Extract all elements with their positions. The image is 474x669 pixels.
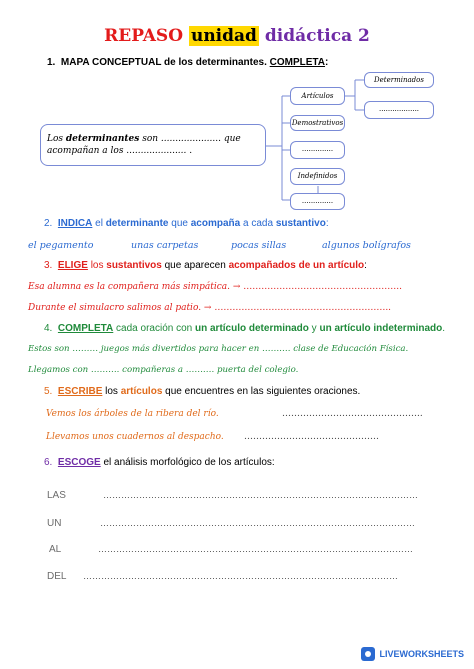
concept-main-line1	[47, 133, 259, 145]
q2-bold1: determinante	[105, 218, 169, 229]
q3-text2: que aparecen	[161, 260, 229, 271]
q3-number: 3.	[44, 260, 53, 271]
q2-bold2: acompaña	[190, 218, 241, 229]
q5-line-2: Llevamos unos cuadernos al despacho.	[46, 432, 224, 442]
liveworksheets-logo	[361, 647, 464, 661]
q6-answer-del[interactable]: ……………………………………………………………………………………………	[83, 571, 398, 581]
q6-word-un: UN	[47, 518, 62, 529]
q5-number: 5.	[44, 386, 53, 397]
q4-bold2: un artículo indeterminado	[319, 323, 443, 334]
concept-main-line2: acompañan a los ..................... .	[47, 146, 193, 156]
q4-text1: cada oración con	[113, 323, 195, 334]
q2-heading	[44, 218, 329, 230]
q5-action: ESCRIBE	[57, 386, 103, 397]
title-didactica: didáctica 2	[264, 26, 370, 46]
main-line1-pre: Los	[47, 134, 66, 144]
box-demostrativos: Demostrativos	[290, 115, 345, 131]
q5-answer-2[interactable]: ………………………………………	[244, 432, 379, 442]
main-line1-post: son ..................... que	[139, 134, 241, 144]
liveworksheets-logo-icon	[361, 647, 375, 661]
q6-action: ESCOGE	[57, 457, 101, 468]
q5-heading	[44, 386, 360, 398]
q6-answer-un[interactable]: ……………………………………………………………………………………………	[100, 518, 415, 528]
title-unidad: unidad	[190, 26, 257, 46]
q6-word-las: LAS	[47, 490, 66, 501]
box-indefinidos: Indefinidos	[290, 168, 345, 185]
q1-action: COMPLETA	[269, 57, 326, 68]
q4-line-1[interactable]: Estos son ……… juegos más divertidos para hacer en ………. clase de Educación Física.	[28, 344, 409, 354]
title-repaso: REPASO	[104, 26, 184, 46]
q3-action: ELIGE	[57, 260, 88, 271]
box-blank[interactable]: ..............	[290, 141, 345, 159]
q1-number: 1.	[47, 57, 56, 68]
liveworksheets-logo-text: LIVEWORKSHEETS	[379, 649, 464, 659]
q4-text2: y	[308, 323, 320, 334]
q3-heading	[44, 260, 367, 272]
q4-period: .	[442, 323, 446, 334]
q2-item-2[interactable]: unas carpetas	[131, 240, 199, 251]
q5-line-1: Vemos los árboles de la ribera del río.	[46, 409, 219, 419]
q6-text1: el análisis morfológico de los artículos:	[100, 457, 275, 468]
q2-item-3[interactable]: pocas sillas	[231, 240, 287, 251]
q1-colon: :	[325, 57, 329, 68]
q3-text1: los	[87, 260, 107, 271]
q6-word-al: AL	[49, 544, 62, 555]
q4-heading	[44, 323, 445, 335]
q2-bold3: sustantivo	[275, 218, 326, 229]
q4-line-2[interactable]: Llegamos con ………. compañeras a ………. puerta del colegio.	[28, 365, 299, 375]
q5-text1: los	[102, 386, 121, 397]
q2-action: INDICA	[57, 218, 93, 229]
q1-text: MAPA CONCEPTUAL de los determinantes.	[60, 57, 267, 68]
q3-colon: :	[364, 260, 367, 271]
q6-number: 6.	[44, 457, 53, 468]
q2-text3: a cada	[240, 218, 276, 229]
q2-item-4[interactable]: algunos bolígrafos	[322, 240, 411, 251]
q5-answer-1[interactable]: ………………………………………..	[282, 409, 423, 419]
concept-main-box	[40, 124, 266, 166]
q2-text2: que	[168, 218, 191, 229]
q4-action: COMPLETA	[57, 323, 114, 334]
box-indefinidos-blank[interactable]: ..............	[290, 193, 345, 210]
q4-bold1: un artículo determinado	[195, 323, 309, 334]
q3-bold2: acompañados de un artículo	[228, 260, 365, 271]
main-line1-bold: determinantes	[65, 134, 140, 144]
q6-heading	[44, 457, 275, 469]
q2-colon: :	[325, 218, 329, 229]
q6-answer-al[interactable]: ……………………………………………………………………………………………	[98, 544, 413, 554]
box-determinados-blank[interactable]: ..................	[364, 101, 434, 119]
q6-word-del: DEL	[47, 571, 67, 582]
q5-bold1: artículos	[120, 386, 163, 397]
q3-line-1[interactable]: Esa alumna es la compañera más simpática. → ……………………………………………..	[28, 282, 402, 292]
q4-number: 4.	[44, 323, 53, 334]
q2-number: 2.	[44, 218, 53, 229]
q2-item-1[interactable]: el pegamento	[28, 240, 94, 251]
box-determinados: Determinados	[364, 72, 434, 88]
q6-answer-las[interactable]: ……………………………………………………………………………………………	[103, 490, 418, 500]
box-articulos: Artículos	[290, 87, 345, 105]
q2-text1: el	[92, 218, 106, 229]
q3-bold1: sustantivos	[106, 260, 162, 271]
q5-text2: que encuentres en las siguientes oraciones.	[162, 386, 361, 397]
q3-line-2[interactable]: Durante el simulacro salimos al patio. → …………………………………………………..	[28, 303, 392, 313]
